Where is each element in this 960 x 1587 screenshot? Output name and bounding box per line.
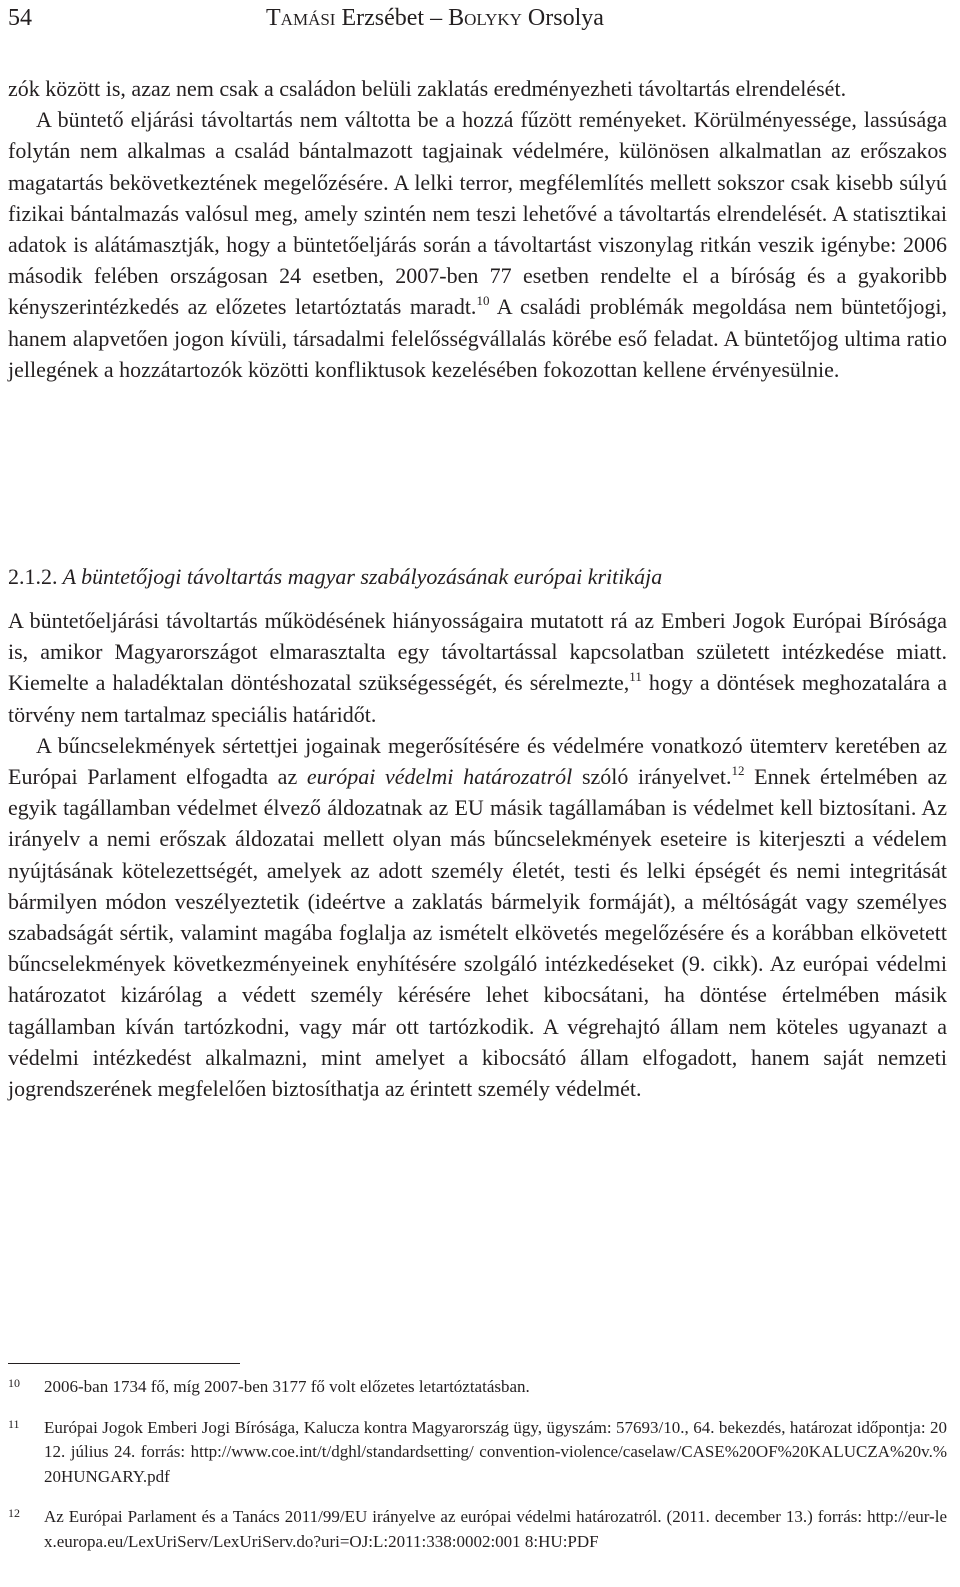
footnote-ref-11[interactable]: 11 [629, 669, 642, 685]
footnote-number: 11 [8, 1416, 20, 1431]
paragraph-text: szóló irányelvet. [572, 764, 732, 790]
footnote-number: 12 [8, 1506, 20, 1521]
paragraph-text: A bűncselekmények sértettjei jogainak megerősítésére és védelmére vonatkozó ütemterv keretében az Európai Parlament elfogadta az [8, 732, 947, 790]
body-text-block-2 [8, 605, 947, 1104]
paragraph: zók között is, azaz nem csak a családon belüli zaklatás eredményezheti távoltartás elrendelését. [8, 76, 847, 101]
italic-term: európai védelmi határozatról [306, 764, 573, 790]
paragraph [8, 605, 947, 730]
footnote-10 [8, 1375, 947, 1400]
paragraph-text: hogy a döntések meghozatalára a törvény nem tartalmaz speciális határidőt. [8, 670, 947, 727]
author2-given-name: Orsolya [521, 5, 604, 31]
section-number: 2.1.2. [8, 564, 58, 589]
section-heading [8, 562, 662, 592]
footnotes [8, 1375, 947, 1571]
paragraph-text: A büntetőeljárási távoltartás működésének hiányosságaira mutatott rá az Emberi Jogok Európai Bírósága is, amikor Magyarországot elmarasztalta egy távoltartással kapcsolatban született intézkedése miatt. Kiemelte a haladéktalan döntéshozatal szükségességét, és sérelmezte, [8, 608, 947, 696]
author1-initial: T [266, 5, 281, 31]
footnote-12 [8, 1505, 947, 1554]
author2-initial: B [448, 5, 465, 31]
paragraph-text: A büntető eljárási távoltartás nem váltotta be a hozzá fűzött reményeket. Körülményessége, lassúsága folytán nem alkalmas a család bántalmazott tagjainak védelmére, különösen alkalmatlan az erőszakos magatartás bekövetkeztének megelőzésére. A lelki terror, megfélemlítés mellett sokszor csak kisebb súlyú fizikai bántalmazás valósul meg, amely szintén nem teszi lehetővé a távoltartás elrendelését. A statisztikai adatok is alátámasztják, hogy a büntetőeljárás során a távoltartást viszonylag ritkán veszik igénybe: 2006 második felében országosan 24 esetben, 2007-ben 77 esetben rendelte el a bíróság és a gyakoribb kényszerintézkedés az előzetes letartóztatás maradt. [8, 107, 947, 320]
section-title: A büntetőjogi távoltartás magyar szabályozásának európai kritikája [57, 564, 663, 589]
footnote-number: 10 [8, 1376, 20, 1390]
author1-surname: amási [280, 5, 336, 31]
paragraph [8, 104, 947, 385]
author2-surname: olyky [464, 5, 522, 31]
paragraph-text: A családi problémák megoldása nem büntetőjogi, hanem alapvetően jogon kívüli, társadalmi felelősségvállalás körébe eső feladat. A büntetőjog ultima ratio jellegének a hozzátartozók közötti konfliktusok kezelésében fokozottan kellene érvényesülnie. [8, 294, 947, 382]
footnote-text: Európai Jogok Emberi Jogi Bírósága, Kalucza kontra Magyarország ügy, ügyszám: 57693/10., 64. bekezdés, határozat időpontja: 2012. július 24. forrás: http://www.coe.int/t/dghl/standardsetting/ convention-violence/caselaw/CASE%20OF%20KALUCZA%20v.%20HUNGARY.pdf [44, 1417, 947, 1486]
paragraph-text: Ennek értelmében az egyik tagállamban védelmet élvező áldozatnak az EU másik tagállamában is védelmet kell biztosítani. Az irányelv a nemi erőszak áldozatai mellett olyan más bűncselekmények eseteire is kiterjeszti a védelem nyújtásának kötelezettségét, amelyek az adott személy életét, testi és lelki épségét és nemi integritását bármilyen módon veszélyeztetik (ideértve a zaklatás bármelyik formáját), a méltóságát vagy személyes szabadságát sértik, valamint magába foglalja az ismételt elkövetés megelőzésére és a korábban elkövetett bűncselekmények következményeinek enyhítésére szolgáló intézkedéseket (9. cikk). Az európai védelmi határozatot kizárólag a védett személy kérésére lehet kibocsátani, ha döntése értelmében másik tagállamban kíván tartózkodni, vagy már ott tartózkodik. A végrehajtó állam nem köteles ugyanazt a védelmi intézkedést alkalmazni, mint amelyet a kibocsátó állam elfogadott, hanem saját nemzeti jogrendszerének megfelelően biztosíthatja az érintett személy védelmét. [8, 764, 947, 1102]
footnote-ref-10[interactable]: 10 [476, 293, 490, 309]
footnote-text: Az Európai Parlament és a Tanács 2011/99/EU irányelve az európai védelmi határozatról. (2011. december 13.) forrás: http://eur-lex.europa.eu/LexUriServ/LexUriServ.do?uri=OJ:L:2011:338:0002:001 8:HU:PDF [44, 1507, 947, 1551]
footnote-ref-12[interactable]: 12 [731, 763, 745, 779]
footnote-11 [8, 1416, 947, 1490]
body-text-block-1 [8, 73, 947, 385]
paragraph [8, 730, 947, 1104]
running-header-authors [266, 4, 604, 32]
footnote-text: 2006-ban 1734 fő, míg 2007-ben 3177 fő volt előzetes letartóztatásban. [44, 1377, 530, 1396]
author1-given-name: Erzsébet – [335, 5, 449, 31]
footnote-separator [8, 1363, 240, 1364]
page-number: 54 [8, 5, 32, 31]
